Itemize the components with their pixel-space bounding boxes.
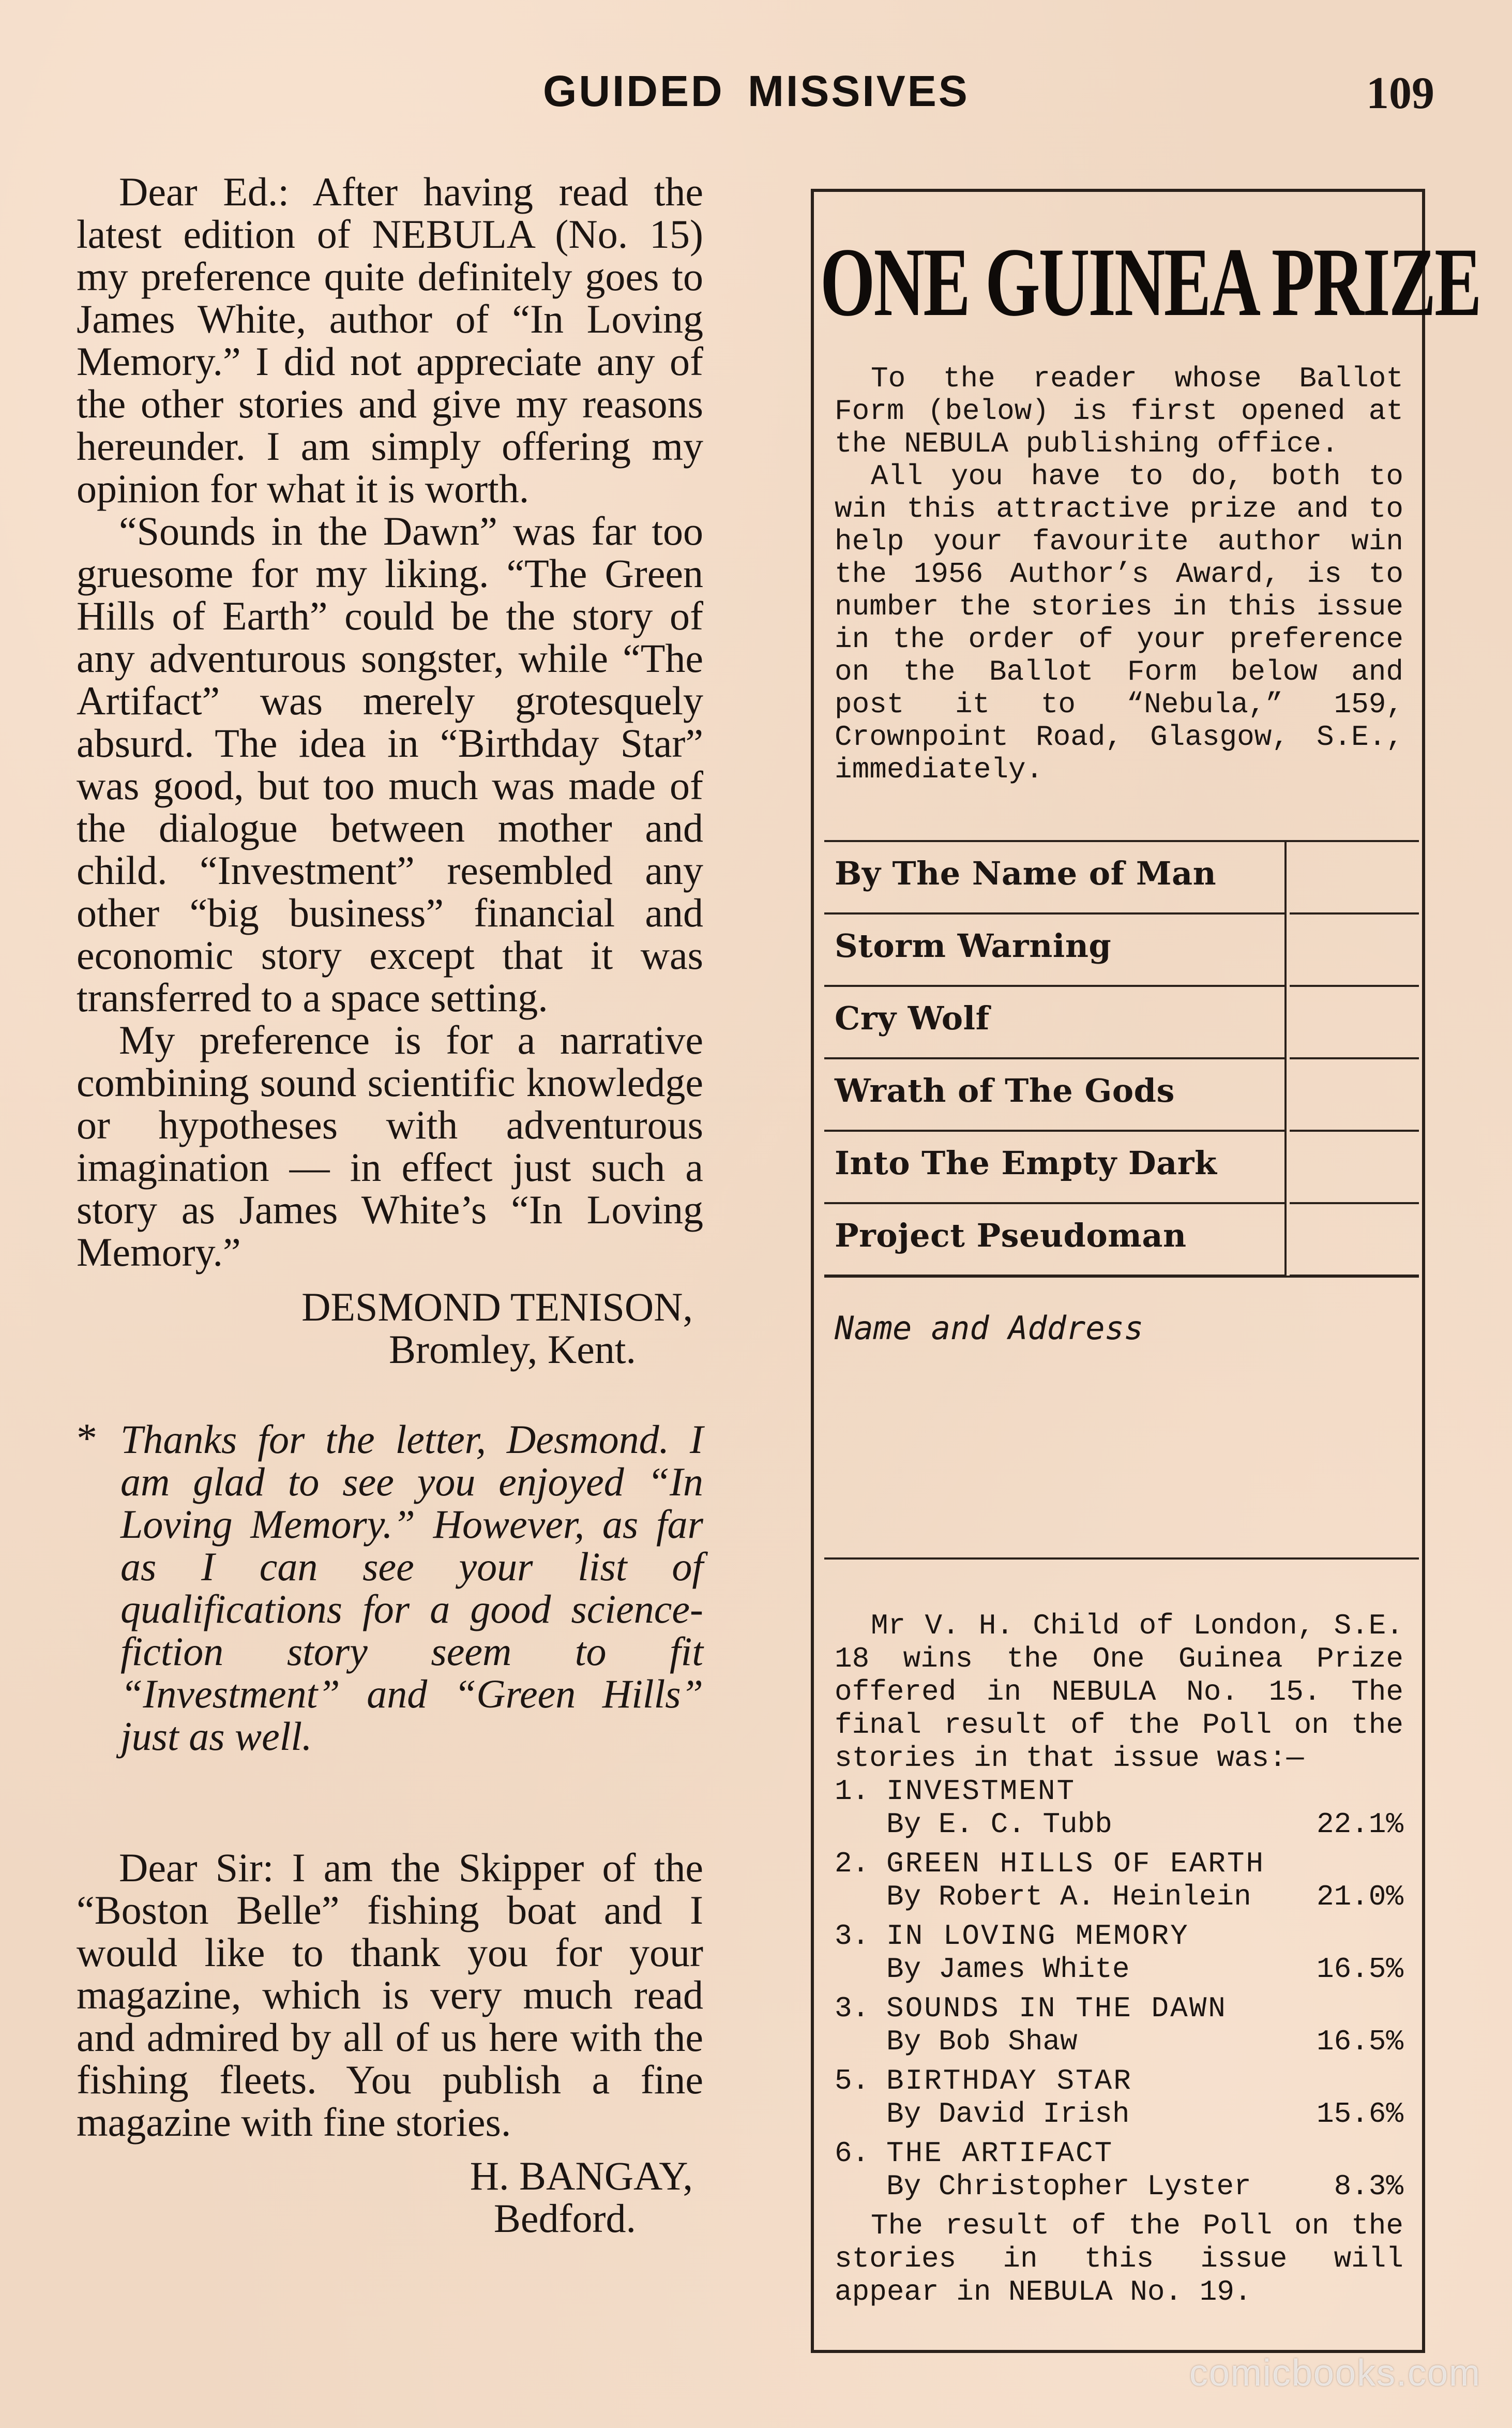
poll-rank: 6. xyxy=(835,2137,870,2170)
poll-author: By Christopher Lyster xyxy=(886,2170,1251,2203)
poll-item xyxy=(835,2064,1403,2137)
ballot-story-title: Into The Empty Dark xyxy=(835,1144,1217,1182)
poll-rank: 3. xyxy=(835,1920,870,1953)
letter-paragraph: Dear Sir: I am the Skipper of the “Boston Belle” fishing boat and I would like to thank you for your magazine, which is very much read and admired by all of us here with the fishing fleets. You publish a fine magazine with fine stories. xyxy=(77,1845,703,2145)
signature-place: Bedford. xyxy=(493,2196,636,2241)
poll-author: By James White xyxy=(886,1953,1130,1986)
signature-name: H. BANGAY, xyxy=(470,2153,693,2198)
letters-column xyxy=(77,171,703,2240)
poll-result xyxy=(835,1609,1403,2309)
letter-tenison xyxy=(77,171,703,1371)
watermark: comicbooks.com xyxy=(1189,2352,1481,2394)
poll-story-title: GREEN HILLS OF EARTH xyxy=(886,1847,1265,1880)
prize-title: ONE GUINEA PRIZE xyxy=(820,228,1480,337)
poll-story-title: BIRTHDAY STAR xyxy=(886,2064,1132,2097)
poll-story-title: SOUNDS IN THE DAWN xyxy=(886,1992,1227,2025)
page-number: 109 xyxy=(1366,68,1434,118)
prize-intro-paragraph: To the reader whose Ballot Form (below) is first opened at the NEBULA publishing office. xyxy=(835,362,1403,460)
poll-author: By Bob Shaw xyxy=(886,2025,1078,2058)
letter-signature xyxy=(77,1286,703,1371)
prize-intro-paragraph: All you have to do, both to win this attractive prize and to help your favourite author win the 1956 Author’s Award, is to number the stories in this issue in the order of your preference on the Ballot Form below and post it to “Nebula,” 159, Crownpoint Road, Glasgow, S.E., immediately. xyxy=(835,460,1403,786)
poll-author: By Robert A. Heinlein xyxy=(886,1880,1251,1913)
poll-rank: 2. xyxy=(835,1847,870,1880)
prize-intro xyxy=(835,363,1403,786)
poll-rank: 3. xyxy=(835,1992,870,2025)
ballot-story-title: Cry Wolf xyxy=(835,999,990,1037)
poll-story-title: INVESTMENT xyxy=(886,1775,1076,1808)
poll-percentage: 16.5% xyxy=(1316,2025,1403,2058)
ballot-bottom-rule xyxy=(824,1276,1419,1278)
name-address-label: Name and Address xyxy=(835,1309,1144,1347)
poll-rank: 1. xyxy=(835,1775,870,1808)
running-head xyxy=(0,57,1512,119)
poll-percentage: 8.3% xyxy=(1334,2170,1403,2203)
letter-paragraph: My preference is for a narrative combining sound scientific knowledge or hypotheses with adventurous imagination — in effect just such a story as James White’s “In Loving Memory.” xyxy=(77,1017,703,1275)
ballot-row[interactable] xyxy=(824,1059,1419,1132)
asterisk-icon: * xyxy=(77,1416,97,1461)
ballot-story-title: Project Pseudoman xyxy=(835,1217,1187,1254)
running-title: GUIDED MISSIVES xyxy=(543,67,970,115)
poll-percentage: 21.0% xyxy=(1316,1880,1403,1913)
poll-list xyxy=(835,1775,1403,2209)
letter-paragraph: Dear Ed.: After having read the latest edition of NEBULA (No. 15) my preference quite definitely goes to James White, author of “In Loving Memory.” I did not appreciate any of the other stories and give my reasons hereunder. I am simply offering my opinion for what it is worth. xyxy=(77,169,703,511)
editor-reply xyxy=(77,1418,703,1758)
prize-box xyxy=(811,189,1480,2353)
signature-place: Bromley, Kent. xyxy=(388,1327,636,1372)
editor-reply-text: Thanks for the letter, Desmond. I am glad to see you enjoyed “In Loving Memory.” However, as far as I can see your list of qualifications for a good science-fiction story seem to fit “Investment” and “Green Hills” just as well. xyxy=(120,1417,703,1759)
ballot-row[interactable] xyxy=(824,915,1419,987)
ballot-form xyxy=(824,840,1419,1277)
letter-bangay xyxy=(77,1847,703,2240)
poll-item xyxy=(835,1775,1403,1847)
letter-signature xyxy=(77,2155,703,2240)
ballot-row[interactable] xyxy=(824,1132,1419,1204)
signature-name: DESMOND TENISON, xyxy=(301,1284,693,1329)
ballot-story-title: Storm Warning xyxy=(835,927,1112,965)
poll-author: By E. C. Tubb xyxy=(886,1808,1112,1841)
poll-rank: 5. xyxy=(835,2064,870,2097)
letter-paragraph: “Sounds in the Dawn” was far too gruesome for my liking. “The Green Hills of Earth” could be the story of any adventurous songster, while “The Artifact” was merely grotesquely absurd. The idea in “Birthday Star” was good, but too much was made of the dialogue between mother and child. “Investment” resembled any other “big business” financial and economic story except that it was transferred to a space setting. xyxy=(77,508,703,1020)
poll-percentage: 15.6% xyxy=(1316,2097,1403,2131)
ballot-story-title: Wrath of The Gods xyxy=(835,1072,1175,1110)
ballot-story-title: By The Name of Man xyxy=(835,855,1217,892)
winner-announcement: Mr V. H. Child of London, S.E. 18 wins the One Guinea Prize offered in NEBULA No. 15. The final result of the Poll on the stories in that issue was:— xyxy=(835,1609,1403,1775)
ballot-row[interactable] xyxy=(824,842,1419,915)
ballot-row[interactable] xyxy=(824,1204,1419,1277)
name-address-rule[interactable] xyxy=(824,1557,1419,1560)
ballot-row[interactable] xyxy=(824,987,1419,1059)
poll-item xyxy=(835,1847,1403,1920)
poll-story-title: IN LOVING MEMORY xyxy=(886,1920,1189,1953)
poll-author: By David Irish xyxy=(886,2097,1130,2131)
poll-percentage: 22.1% xyxy=(1316,1808,1403,1841)
poll-item xyxy=(835,2137,1403,2209)
poll-item xyxy=(835,1920,1403,1992)
poll-percentage: 16.5% xyxy=(1316,1953,1403,1986)
poll-item xyxy=(835,1992,1403,2064)
poll-story-title: THE ARTIFACT xyxy=(886,2137,1114,2170)
poll-closing-note: The result of the Poll on the stories in this issue will appear in NEBULA No. 19. xyxy=(835,2209,1403,2309)
